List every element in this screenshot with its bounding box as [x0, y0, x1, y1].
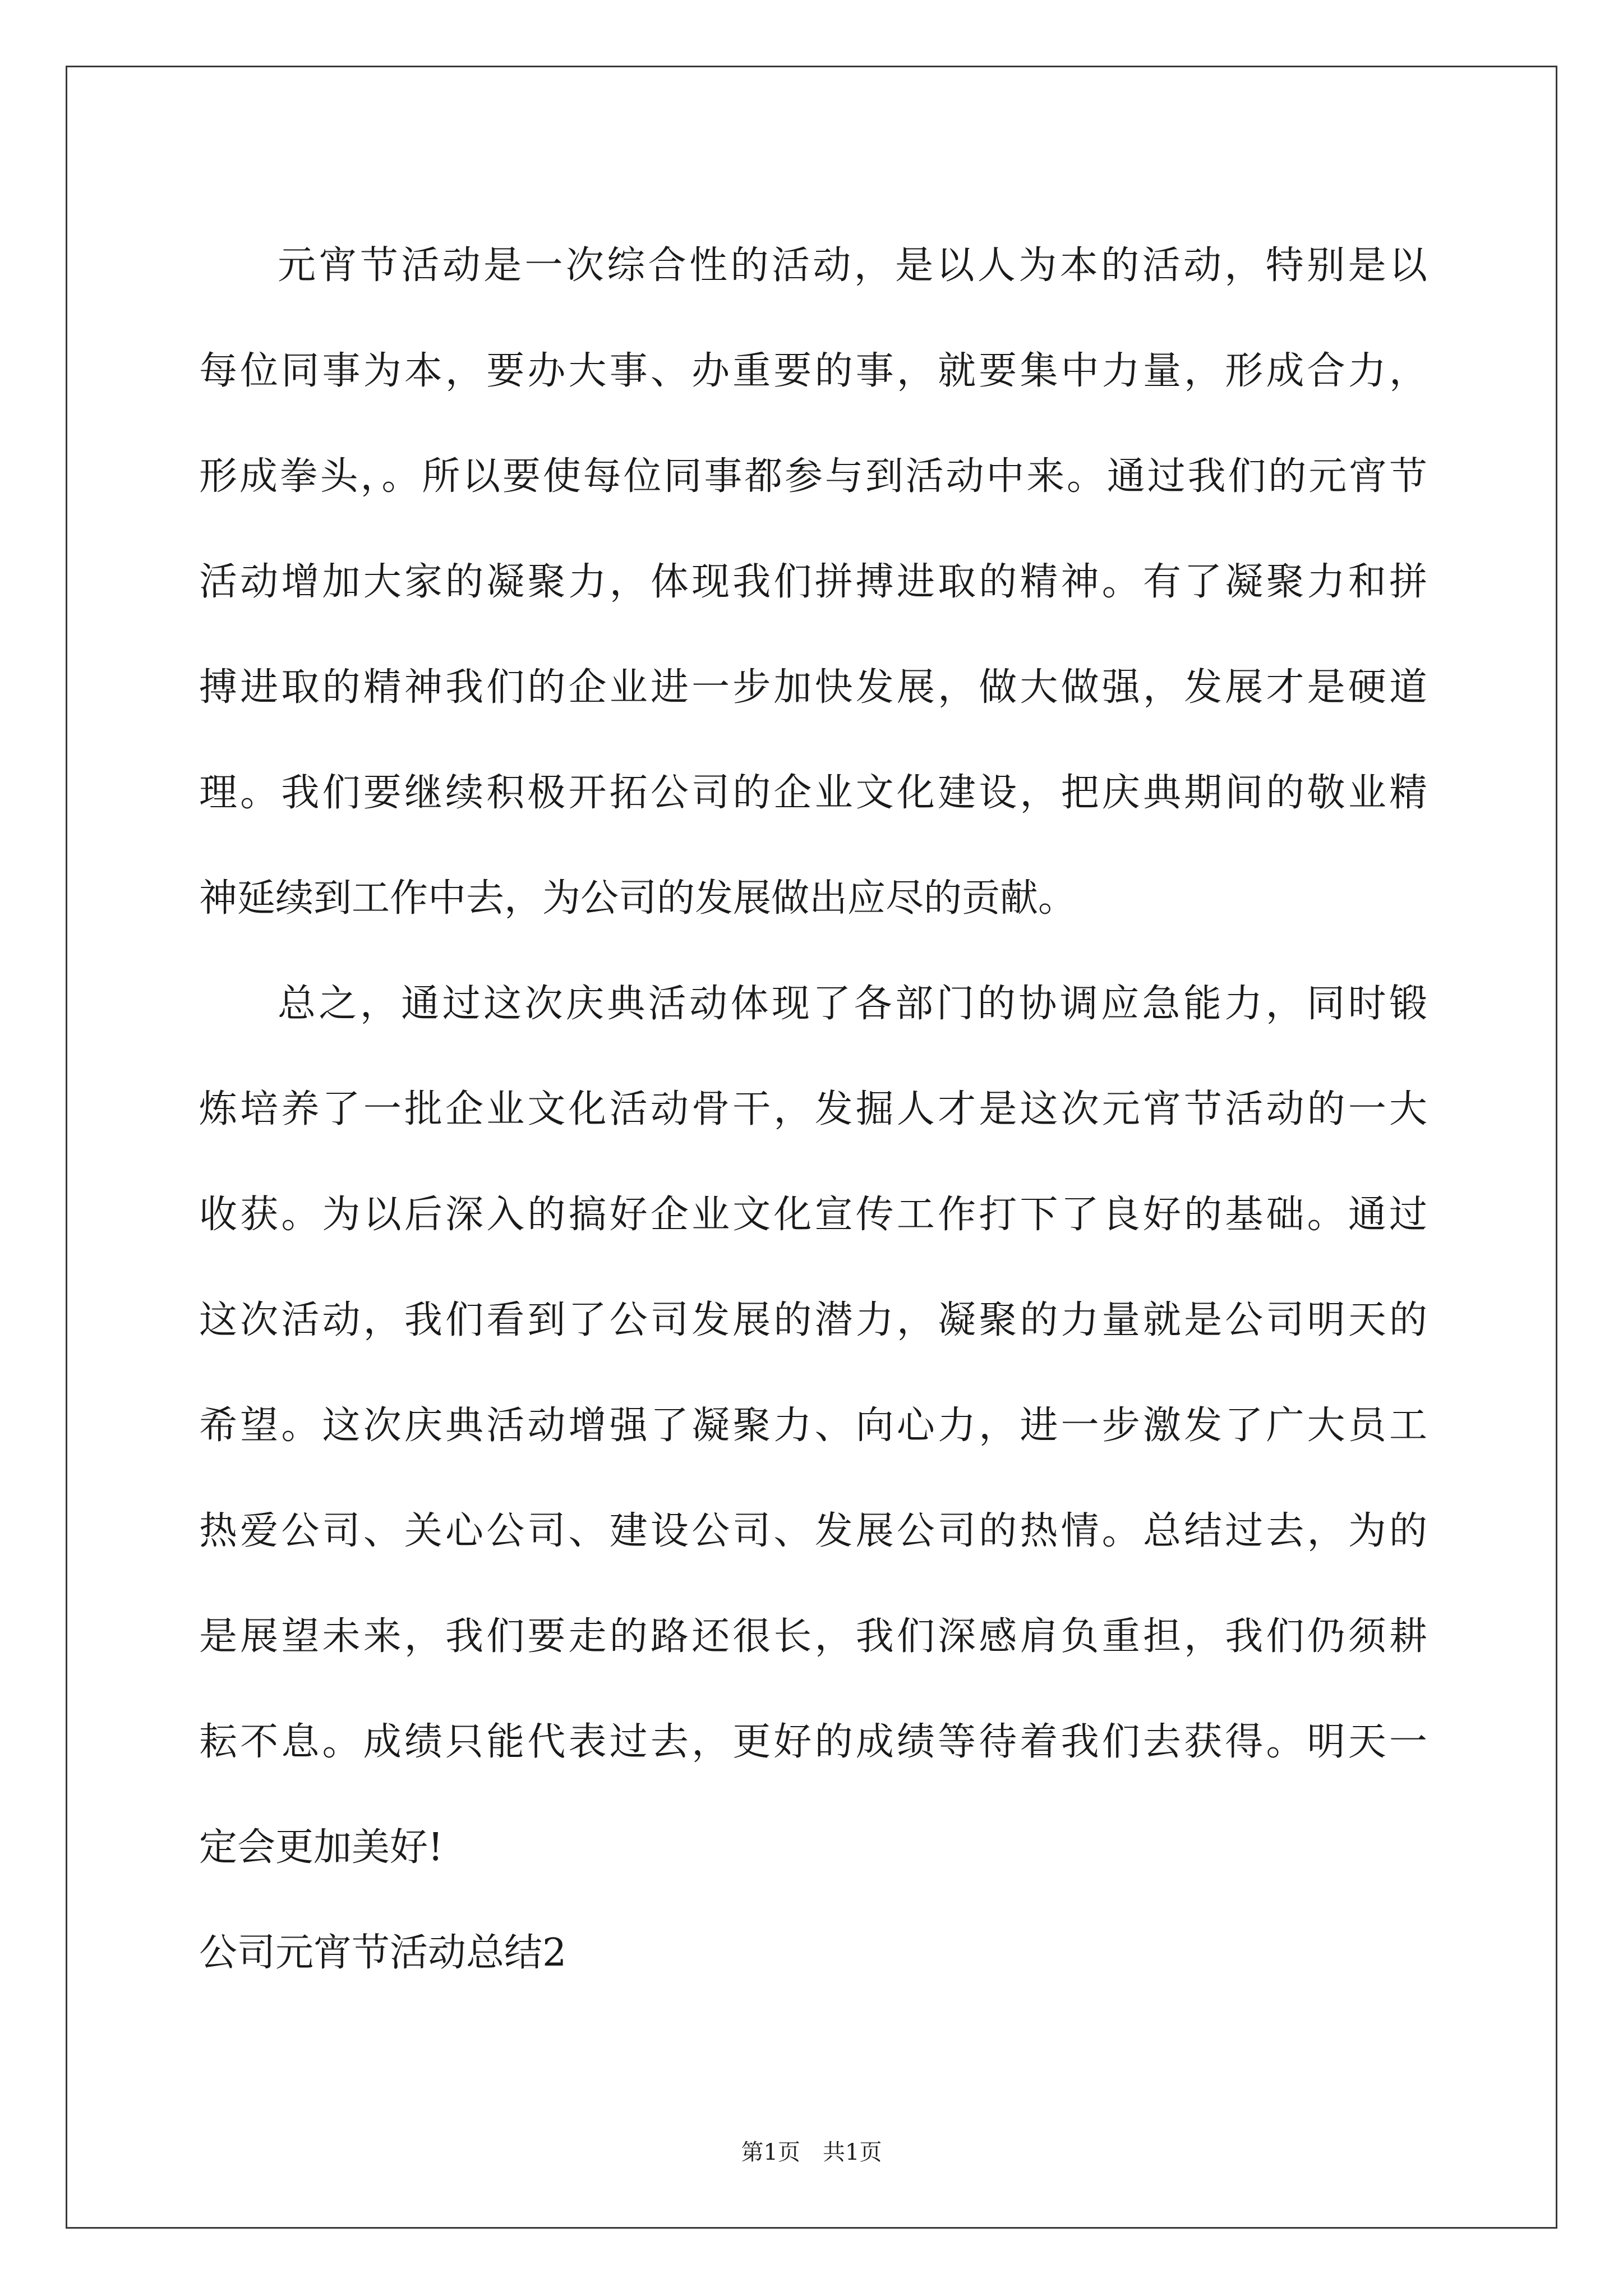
paragraph-2 [199, 951, 1427, 1901]
section-heading: 公司元宵节活动总结2 [199, 1931, 567, 1975]
document-body [199, 213, 1427, 2006]
text-line: 搏进取的精神我们的企业进一步加快发展，做大做强，发展才是硬道 [199, 665, 1427, 710]
text-line: 元宵节活动是一次综合性的活动，是以人为本的活动，特别是以 [278, 243, 1427, 288]
paragraph-1 [199, 213, 1427, 951]
text-line: 希望。这次庆典活动增强了凝聚力、向心力，进一步激发了广大员工 [199, 1404, 1427, 1448]
text-line: 热爱公司、关心公司、建设公司、发展公司的热情。总结过去，为的 [199, 1509, 1427, 1553]
text-line: 神延续到工作中去，为公司的发展做出应尽的贡献。 [199, 876, 1077, 921]
page-footer: 第1页 共1页 [741, 2139, 882, 2165]
text-line: 理。我们要继续积极开拓公司的企业文化建设，把庆典期间的敬业精 [199, 771, 1427, 815]
text-line: 每位同事为本，要办大事、办重要的事，就要集中力量，形成合力， [199, 349, 1427, 393]
text-line: 耘不息。成绩只能代表过去，更好的成绩等待着我们去获得。明天一 [199, 1720, 1427, 1764]
text-line: 是展望未来，我们要走的路还很长，我们深感肩负重担，我们仍须耕 [199, 1614, 1427, 1659]
text-line: 活动增加大家的凝聚力，体现我们拼搏进取的精神。有了凝聚力和拼 [199, 560, 1427, 604]
text-line: 形成拳头，。所以要使每位同事都参与到活动中来。通过我们的元宵节 [199, 454, 1427, 499]
text-line: 定会更加美好! [199, 1825, 444, 1870]
text-line: 炼培养了一批企业文化活动骨干，发掘人才是这次元宵节活动的一大 [199, 1087, 1427, 1131]
text-line: 总之，通过这次庆典活动体现了各部门的协调应急能力，同时锻 [278, 982, 1427, 1026]
text-line: 这次活动，我们看到了公司发展的潜力，凝聚的力量就是公司明天的 [199, 1298, 1427, 1342]
text-line: 收获。为以后深入的搞好企业文化宣传工作打下了良好的基础。通过 [199, 1193, 1427, 1237]
